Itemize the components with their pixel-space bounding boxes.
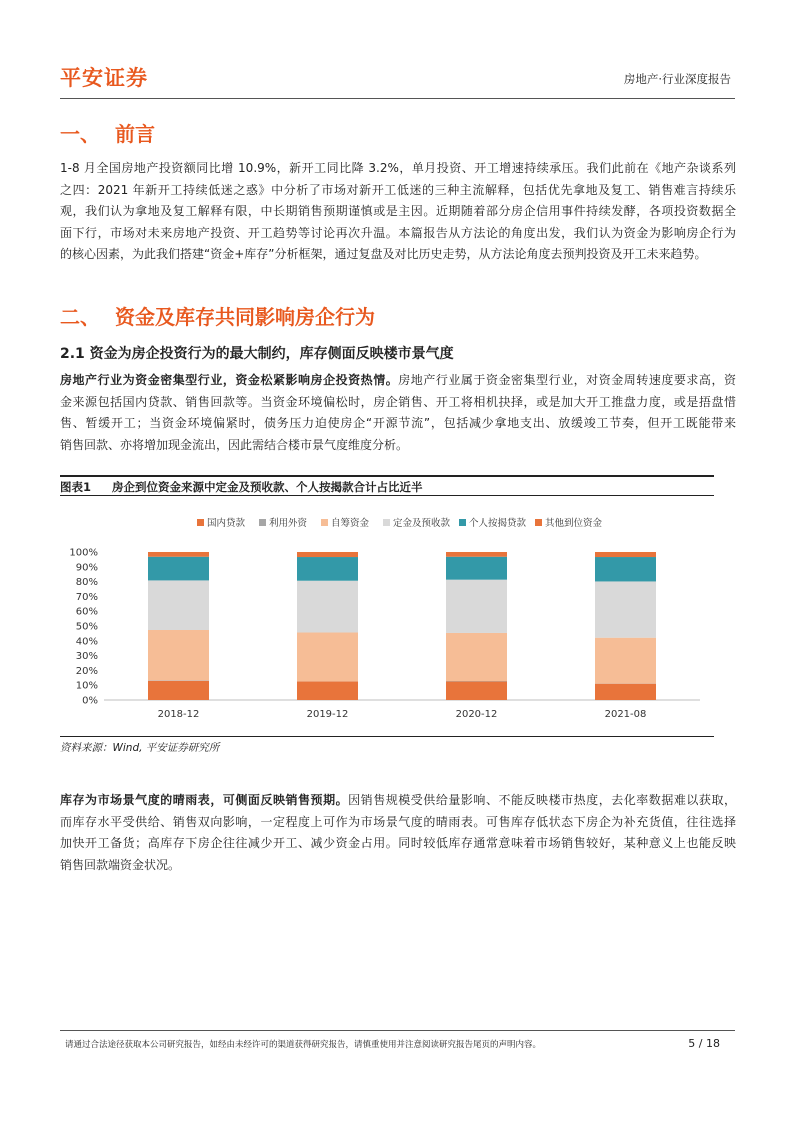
paragraph-line: 的核心因素，为此我们搭建“资金+库存”分析框架，通过复盘及对比历史走势，从方法论角度去预判投资及开工未来趋势。: [60, 247, 707, 261]
figure-caption: [60, 479, 423, 495]
footer-divider: [60, 1030, 735, 1031]
section-title: 资金及库存共同影响房企行为: [115, 305, 375, 329]
legend-label: 定金及预收款: [393, 518, 451, 529]
paragraph-lead: 房地产行业为资金密集型行业，资金松紧影响房企投资热情。: [60, 373, 399, 387]
figure-title: 房企到位资金来源中定金及预收款、个人按揭款合计占比近半: [112, 480, 423, 494]
bar-segment: [595, 581, 656, 637]
y-tick-label: 80%: [75, 577, 98, 589]
report-type-label: 房地产·行业深度报告: [623, 72, 731, 86]
paragraph-line: 面下行，市场对未来房地产投资、开工趋势等讨论再次升温。本篇报告从方法论的角度出发，我们认为资金为影响房企行为: [60, 225, 736, 240]
legend-item: [259, 517, 308, 529]
company-logo: 平安证券: [60, 66, 148, 90]
bar-segment: [297, 581, 358, 633]
footer-disclaimer: 请通过合法途径获取本公司研究报告，如经由未经许可的渠道获得研究报告，请慎重使用并注意阅读研究报告尾页的声明内容。: [65, 1040, 542, 1050]
x-tick-label: 2021-08: [604, 709, 647, 720]
paragraph-line: 观，我们认为拿地及复工解释有限，中长期销售预期谨慎或是主因。近期随着部分房企信用事件持续发酵，各项投资数据全: [60, 204, 736, 218]
legend-swatch: [459, 519, 466, 526]
section-number: 二、: [60, 305, 100, 329]
y-tick-label: 90%: [75, 562, 98, 574]
y-tick-label: 100%: [69, 547, 98, 559]
legend-swatch: [383, 519, 390, 526]
y-tick-label: 40%: [75, 636, 98, 648]
figure-number: 图表1: [60, 480, 92, 494]
paragraph-line: 售、暂缓开工；当资金环境偏紧时，债务压力迫使房企“开源节流”，包括减少拿地支出、放缓竣工节奏，但开工既能带来: [60, 416, 736, 430]
subsection-heading: 2.1 资金为房企投资行为的最大制约，库存侧面反映楼市景气度: [60, 346, 454, 362]
legend-item: [383, 517, 451, 529]
y-tick-label: 0%: [82, 695, 98, 707]
inventory-paragraph: [60, 790, 736, 876]
x-tick-label: 2019-12: [306, 709, 349, 720]
paragraph-line: 之四：2021 年新开工持续低迷之惑》中分析了市场对新开工低迷的三种主流解释，包括优先拿地及复工、销售难言持续乐: [60, 182, 736, 197]
bar-segment: [595, 638, 656, 684]
x-tick-label: 2020-12: [455, 709, 498, 720]
bar-segment: [595, 552, 656, 557]
paragraph-line: 销售回款端资金状况。: [60, 857, 181, 872]
legend-label: 个人按揭贷款: [469, 518, 527, 529]
bar-segment: [148, 681, 209, 700]
bar-segment: [148, 552, 209, 557]
legend-label: 其他到位资金: [545, 518, 603, 529]
legend-swatch: [321, 519, 328, 526]
y-tick-label: 50%: [75, 621, 98, 633]
bar-segment: [297, 557, 358, 581]
y-tick-label: 20%: [75, 665, 98, 677]
header-divider: [60, 98, 735, 99]
paragraph-line: 而库存水平受供给、销售双向影响，一定程度上可作为市场景气度的晴雨表。可售库存低状态下房企为补充货值，往往选择: [60, 814, 736, 829]
figure-source: 资料来源：Wind, 平安证券研究所: [60, 742, 220, 754]
paragraph-lead: 库存为市场景气度的晴雨表，可侧面反映销售预期。: [60, 793, 349, 807]
bar-segment: [148, 580, 209, 630]
legend-item: [197, 517, 246, 529]
figure-bottom-rule: [60, 736, 714, 737]
y-tick-label: 70%: [75, 591, 98, 603]
bar-segment: [148, 557, 209, 581]
bar-segment: [446, 552, 507, 557]
paragraph-line: 加快开工备货；高库存下房企往往减少开工、减少资金占用。同时较低库存通常意味着市场销售较好，某种意义上也能反映: [60, 836, 736, 850]
x-axis: [158, 709, 647, 720]
bar-segment: [297, 682, 358, 701]
bar-segment: [446, 557, 507, 580]
y-tick-label: 60%: [75, 606, 98, 618]
legend-label: 国内贷款: [207, 518, 246, 529]
bar-segment: [297, 552, 358, 557]
bar-segment: [595, 684, 656, 700]
bar-segment: [446, 633, 507, 681]
bar-segment: [297, 633, 358, 682]
intro-paragraph: [60, 158, 736, 266]
paragraph-line: 金来源包括国内贷款、销售回款等。当资金环境偏松时，房企销售、开工将相机抉择，或是加大开工推盘力度，或是捂盘惜: [60, 394, 736, 409]
legend-label: 利用外资: [269, 518, 308, 529]
legend-item: [459, 517, 527, 529]
stacked-bar-chart: [60, 500, 714, 730]
paragraph-line: 销售回款、亦将增加现金流出，因此需结合楼市景气度维度分析。: [60, 437, 409, 452]
y-tick-label: 30%: [75, 651, 98, 663]
page-number: 5 / 18: [688, 1037, 720, 1050]
bar-segment: [148, 630, 209, 680]
section-heading-intro: [60, 118, 155, 147]
y-tick-label: 10%: [75, 680, 98, 692]
paragraph-text: 房地产行业属于资金密集型行业，对资金周转速度要求高，资: [398, 373, 736, 387]
bar-segment: [595, 557, 656, 581]
paragraph-line: [60, 790, 736, 812]
legend-swatch: [197, 519, 204, 526]
funds-paragraph: [60, 370, 736, 456]
paragraph-text: 因销售规模受供给量影响、不能反映楼市热度，去化率数据难以获取，: [348, 793, 736, 807]
figure-caption-rule: [60, 495, 714, 496]
legend-swatch: [535, 519, 542, 526]
legend-swatch: [259, 519, 266, 526]
bar-segment: [446, 580, 507, 633]
section-heading-funds-inventory: [60, 301, 375, 330]
legend-item: [321, 517, 370, 529]
legend-label: 自筹资金: [331, 518, 370, 529]
chart-legend: [197, 517, 603, 529]
section-number: 一、: [60, 122, 100, 146]
legend-item: [535, 517, 603, 529]
x-tick-label: 2018-12: [157, 709, 200, 720]
bar-area: [148, 552, 656, 700]
section-title: 前言: [115, 122, 155, 146]
bar-segment: [446, 682, 507, 701]
figure-top-rule: [60, 475, 714, 477]
paragraph-line: [60, 370, 736, 392]
paragraph-line: 1-8 月全国房地产投资额同比增 10.9%，新开工同比降 3.2%，单月投资、开工增速持续承压。我们此前在《地产杂谈系列: [60, 161, 736, 175]
